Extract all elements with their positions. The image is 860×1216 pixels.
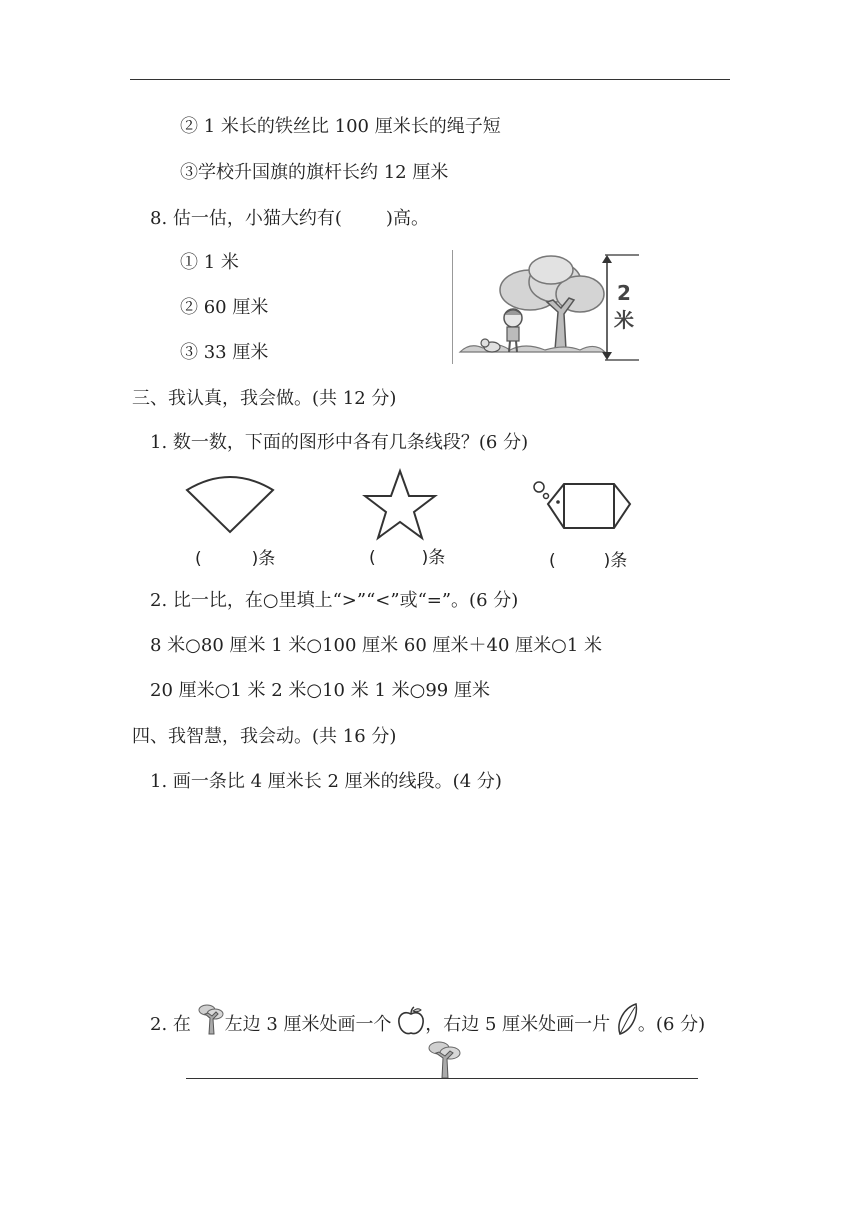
s4-q2-part-a: 2. 在 (150, 1014, 191, 1035)
s4-q1-drawing-area[interactable] (150, 800, 710, 970)
star-answer-close: )条 (421, 548, 446, 568)
s3-q2-stem: 2. 比一比，在○里填上“>”“<”或“=”。(6 分) (150, 590, 519, 611)
q8-figure-divider (452, 250, 453, 364)
s4-q2-part-c: ，右边 5 厘米处画一片 (425, 1014, 611, 1035)
s3-compare-row-1: 8 米○80 厘米 1 米○100 厘米 60 厘米＋40 厘米○1 米 (150, 635, 603, 656)
q8-stem-pre: 8. 估一估，小猫大约有( (150, 208, 342, 229)
fan-answer[interactable] (195, 548, 275, 570)
s4-q2-stem (150, 1002, 705, 1036)
s3-compare-row-2: 20 厘米○1 米 2 米○10 米 1 米○99 厘米 (150, 680, 490, 701)
drawing-baseline[interactable] (186, 1078, 698, 1079)
star-answer-open: ( (369, 548, 376, 568)
fish-answer-open: ( (549, 551, 556, 571)
fan-sector-shape (185, 472, 275, 536)
tree-icon (197, 1002, 225, 1032)
section-4-heading: 四、我智慧，我会动。(共 16 分) (132, 726, 397, 747)
apple-icon (397, 1006, 425, 1034)
q8-stem (150, 208, 429, 230)
leaf-icon (616, 1002, 638, 1032)
header-rule (130, 79, 730, 80)
fan-answer-close: )条 (251, 549, 276, 569)
q8-option-3: ③ 33 厘米 (180, 342, 269, 363)
height-label-unit: 米 (614, 308, 634, 332)
star-shape (362, 468, 438, 542)
height-label-number: 2 (617, 281, 631, 305)
section-3-heading: 三、我认真，我会做。(共 12 分) (132, 388, 397, 409)
s3-q1-stem: 1. 数一数，下面的图形中各有几条线段？(6 分) (150, 432, 529, 453)
q8-stem-post: )高。 (385, 208, 429, 229)
child-illustration (504, 309, 522, 352)
fish-answer[interactable] (549, 550, 627, 572)
q7-option-3: ③学校升国旗的旗杆长约 12 厘米 (180, 162, 449, 183)
s4-q2-part-d: 。(6 分) (637, 1014, 706, 1035)
s4-q1-stem: 1. 画一条比 4 厘米长 2 厘米的线段。(4 分) (150, 771, 502, 792)
tree-on-line-icon (424, 1040, 464, 1080)
fish-answer-close: )条 (603, 551, 628, 571)
q7-option-2: ② 1 米长的铁丝比 100 厘米长的绳子短 (180, 116, 501, 137)
fan-answer-open: ( (195, 549, 202, 569)
fish-hexagon-shape (532, 478, 632, 534)
s4-q2-part-b: 左边 3 厘米处画一个 (224, 1014, 392, 1035)
q8-option-1: ① 1 米 (180, 252, 239, 273)
q8-option-2: ② 60 厘米 (180, 297, 269, 318)
star-answer[interactable] (369, 547, 445, 569)
